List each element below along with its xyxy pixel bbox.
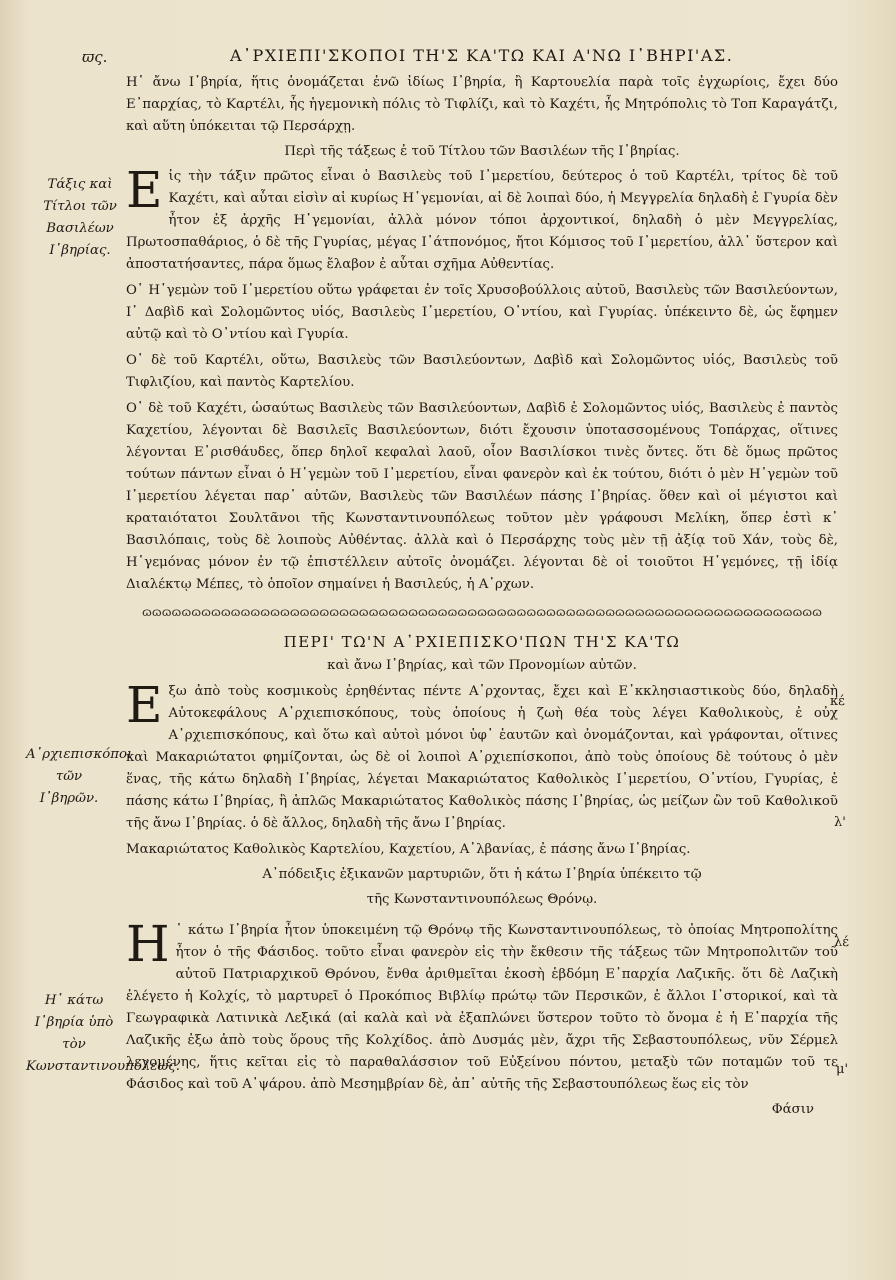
margin-note-kings: Τάξις καὶ Τίτλοι τῶν Βασιλέων Ι᾿βηρίας. xyxy=(43,177,117,258)
section1-para-3: Ο῾ δὲ τοῦ Καρτέλι, οὕτω, Βασιλεὺς τῶν Βασιλεύοντων, Δαβὶδ καὶ Σολομῶντος υἱός, Βασιλεὺς τοῦ Τιφλιζίου, καὶ παντὸς Καρτελίου. xyxy=(126,353,838,390)
dropcap-e2: Ε xyxy=(126,676,163,734)
section1-para-4: Ο῾ δὲ τοῦ Καχέτι, ὡσαύτως Βασιλεὺς τῶν Βασιλεύοντων, Δαβὶδ ἐ Σολομῶντος υἱός, Βασιλεὺς ἐ παντὸς Καχετίου, λέγονται δὲ Βασιλεῖς Βασιλεύοντων, διότι ἔχουσιν ὑποτασσομένους Τοπάρχας, οἵτινες λέγονται Ε᾿ρισθάυδες, ὅπερ δηλοῖ κεφαλαὶ λαοῦ, οἷον Βασιλίσκοι τινὲς ὄντες. ὅτι δὲ ὅμως πρῶτος τούτων πάντων εἶναι ὁ Η῾γεμὼν τοῦ Ι᾿μερετίου, εἶναι φανερὸν καὶ ἐκ τούτου, διότι ὁ μὲν Η῾γεμὼν τοῦ Ι᾿μερετίου λέγεται παρ᾿ αὐτῶν, Βασιλεὺς τῶν Βασιλέων πάσης Ι᾿βηρίας. ὅθεν καὶ οἱ μέγιστοι καὶ κραταιότατοι Σουλτᾶνοι τῆς Κωνσταντινουπόλεως τοῦτον μὲν γράφουσι Μελίκη, ὅπερ ἐστὶ κ᾿ Βασιλόπαις, τοὺς δὲ λοιποὺς Αὐθέντας. ἀλλὰ καὶ ὁ Περσάρχης τοὺς μὲν τῇ ἀξίᾳ τοῦ Χάν, τοὺς δὲ, Η῾γεμόνας μόνον ἐν τῷ ἐπιστέλλειν αὐτοῖς ὀνομάζει. λέγονται δὲ οἱ τοιοῦτοι Η῾γεμόνες, τῇ ἰδίᾳ Διαλέκτῳ Μέπες, τὸ ὁποῖον σημαίνει ἡ Βασιλεύς, ἡ Α᾿ρχων. xyxy=(126,401,838,592)
intro-paragraph: Η῾ ἄνω Ι᾿βηρία, ἥτις ὀνομάζεται ἐνῶ ἰδίως Ι᾿βηρία, ἢ Καρτουελία παρὰ τοῖς ἐγχωρίοις, ἔχει δύο Ε᾿παρχίας, τὸ Καρτέλι, ἧς ἡγεμονικὴ πόλις τὸ Τιφλίζι, καὶ τὸ Καχέτι, ἧς Μητρόπολις τὸ Τοπ Καραγάτζι, καὶ αὕτη ὑπόκειται τῷ Περσάρχῃ. xyxy=(126,75,838,134)
proof-heading-2: τῆς Κωνσταντινουπόλεως Θρόνῳ. xyxy=(366,892,598,907)
section1-para-2: Ο῾ Η῾γεμὼν τοῦ Ι᾿μερετίου οὕτω γράφεται ἐν τοῖς Χρυσοβούλλοις αὐτοῦ, Βασιλεὺς τῶν Βασιλεύοντων, Ι᾿ Δαβὶδ καὶ Σολομῶντος υἱός, Βασιλεὺς Ι᾿μερετίου, Ο᾿ντίου, καὶ Γγυρίας. ὑπέκειντο δὲ, ὡς ἔφημεν αὐτῷ καὶ τὸ Ο᾿ντίου καὶ Γγυρία. xyxy=(126,283,838,342)
dropcap-e: Ε xyxy=(126,161,163,219)
section2-para-2: Μακαριώτατος Καθολικὸς Καρτελίου, Καχετίου, Α᾿λβανίας, ἐ πάσης ἄνω Ι᾿βηρίας. xyxy=(126,842,691,857)
running-title: Α᾿ΡΧΙΕΠΙ'ΣΚΟΠΟΙ ΤΗ'Σ ΚΑ'ΤΩ ΚΑΙ Α'ΝΩ Ι᾿ΒΗΡΙ'ΑΣ. xyxy=(230,46,734,65)
section1-heading: Περὶ τῆς τάξεως ἐ τοῦ Τίτλου τῶν Βασιλέων τῆς Ι᾿βηρίας. xyxy=(284,144,680,159)
section1-para-1: Εἰς τὴν τάξιν πρῶτος εἶναι ὁ Βασιλεὺς τοῦ Ι᾿μερετίου, δεύτερος ὁ τοῦ Καρτέλι, τρίτος δὲ τοῦ Καχέτι, καὶ αὗται εἰσὶν αἱ κυρίως Η῾γεμονίαι, αἱ δὲ λοιπαὶ δύο, ἡ Μεγγρελία δηλαδὴ ἐ Γγυρία δὲν ἦτον ἐξ ἀρχῆς Η῾γεμονίαι, ἀλλὰ μόνον τόποι ἀρχοντικοί, δηλαδὴ ὁ μὲν Μεγγρελίας, Πρωτοσπαθάριος, ὁ δὲ τῆς Γγυρίας, μέγας Ι᾿άτπονόμος, ἤτοι Κόμισος τοῦ Ι᾿μερετίου, ἀλλ᾿ ὕστερον καὶ ἀποστατήσαντες, πάρα ὅμως ἔλαβον ἐ αὗται σχῆμα Αὐθεντίας. xyxy=(126,161,838,272)
dropcap-h: Η xyxy=(126,915,170,973)
section3-para: Η ῾ κάτω Ι᾿βηρία ἦτον ὑποκειμένη τῷ Θρόνῳ τῆς Κωνσταντινουπόλεως, τὸ ὁποίας Μητροπολίτης ἦτον ὁ τῆς Φάσιδος. τοῦτο εἶναι φανερὸν εἰς τὴν ἔκθεσιν τῆς τάξεως τῶν Μητροπολιτῶν τοῦ αὐτοῦ Πατριαρχικοῦ Θρόνου, ἔνθα ἀριθμεῖται ἑκοσὴ ἑβδόμη Ε᾿παρχία Λαζικῆς. ὅτι δὲ Λαζικὴ ἐλέγετο ἡ Κολχίς, τὸ μαρτυρεῖ ὁ Προκόπιος Βιβλίῳ πρώτῳ τῶν Περσικῶν, ἐ ἄλλοι Ι᾿στορικοί, καὶ τὰ Γεωγραφικὰ Λατινικὰ Λεξικά (αἱ καλὰ καὶ νὰ ἐξαπλώνει ὕστερον τοῦτο τὸ ὄνομα ἐ ἡ Ε᾿παρχία τῆς Λαζικῆς ἐξω ἀπὸ τοὺς ὅρους τῆς Κολχίδος. ἀπὸ Δυσμάς μὲν, ἄχρι τῆς Σεβαστουπόλεως, νῦν Σέρμελ λεγομένης, ἥτις κεῖται εἰς τὸ παραθαλάσσιον τοῦ Εὐξείνου πόντου, μεταξὺ τῶν ποταμῶν τοῦ τε Φάσιδος καὶ τοῦ Α᾿ψάρου. ἀπὸ Μεσημβρίαν δὲ, ἀπ᾿ αὐτῆς τῆς Σεβαστουπόλεως ἕως εἰς τὸν xyxy=(126,915,838,1092)
main-text-column xyxy=(126,72,838,1121)
section2-heading: ΠΕΡΙ' ΤΩ'Ν Α᾿ΡΧΙΕΠΙΣΚΟ'ΠΩΝ ΤΗ'Σ ΚΑ'ΤΩ xyxy=(283,633,681,651)
proof-heading: Α᾿πόδειξις ἐξικανῶν μαρτυριῶν, ὅτι ἡ κάτω Ι᾿βηρία ὑπέκειτο τῷ xyxy=(262,867,702,882)
catchword: Φάσιν xyxy=(771,1102,814,1117)
margin-mark-l: λ' xyxy=(834,815,846,830)
margin-mark-m: μ' xyxy=(836,1062,849,1077)
margin-mark-le: λέ xyxy=(834,935,849,950)
section2-para-1: Εξω ἀπὸ τοὺς κοσμικοὺς ἐρηθέντας πέντε Α᾿ρχοντας, ἔχει καὶ Ε᾿κκλησιαστικοὺς δύο, δηλαδὴ Αὐτοκεφάλους Α᾿ρχιεπισκόπους, τοὺς ὁποίους ἡ ζωὴ θέα τοὺς λέγει Καθολικοὺς, ἐ οὐχ Α᾿ρχιεπισκόπους, καὶ ὅτω καὶ αὐτοὶ μόνοι ὑφ᾿ ἑαυτῶν καὶ ὀνομάζονται, καὶ γράφονται, οἵτινες καὶ Μακαριώτατοι φημίζονται, ὡς δὲ οἱ λοιποὶ Α᾿ρχιεπίσκοποι, ἀπὸ τοὺς ὁποίους δὲ τούτους ὁ μὲν ἕνας, τῆς κάτω δηλαδὴ Ι᾿βηρίας, λέγεται Μακαριώτατος Καθολικὸς Ι᾿μερετίου, Ο᾿ντίου, Γγυρίας, ἐ πάσης κάτω Ι᾿βηρίας, ἢ ἁπλῶς Μακαριώτατος Καθολικὸς πάσης Ι᾿βηρίας, ὡς μείζων ὢν τοῦ Καθολικοῦ τῆς ἄνω Ι᾿βηρίας. ὁ δὲ ἄλλος, δηλαδὴ τῆς ἄνω Ι᾿βηρίας. xyxy=(126,676,838,831)
margin-note-lower-iberia: Η῾ κάτω Ι᾿βηρία ὑπὸ τὸν Κωνσταντινουπόλεως. xyxy=(26,993,180,1074)
margin-mark-ke: κέ xyxy=(830,694,845,709)
section2-subheading: καὶ ἄνω Ι᾿βηρίας, καὶ τῶν Προνομίων αὐτῶν. xyxy=(327,658,637,673)
margin-note-archbishops: Α᾿ρχιεπισκόποι τῶν Ι᾿βηρῶν. xyxy=(26,747,133,806)
ornament-band: ɷɷɷɷɷɷɷɷɷɷɷɷɷɷɷɷɷɷɷɷɷɷɷɷɷɷɷɷɷɷɷɷɷɷɷɷɷɷɷɷɷɷɷɷɷɷɷɷɷɷɷɷɷɷɷɷɷɷɷɷɷɷɷɷɷɷɷɷɷ xyxy=(141,605,823,619)
folio-number: ϖς. xyxy=(82,48,108,66)
